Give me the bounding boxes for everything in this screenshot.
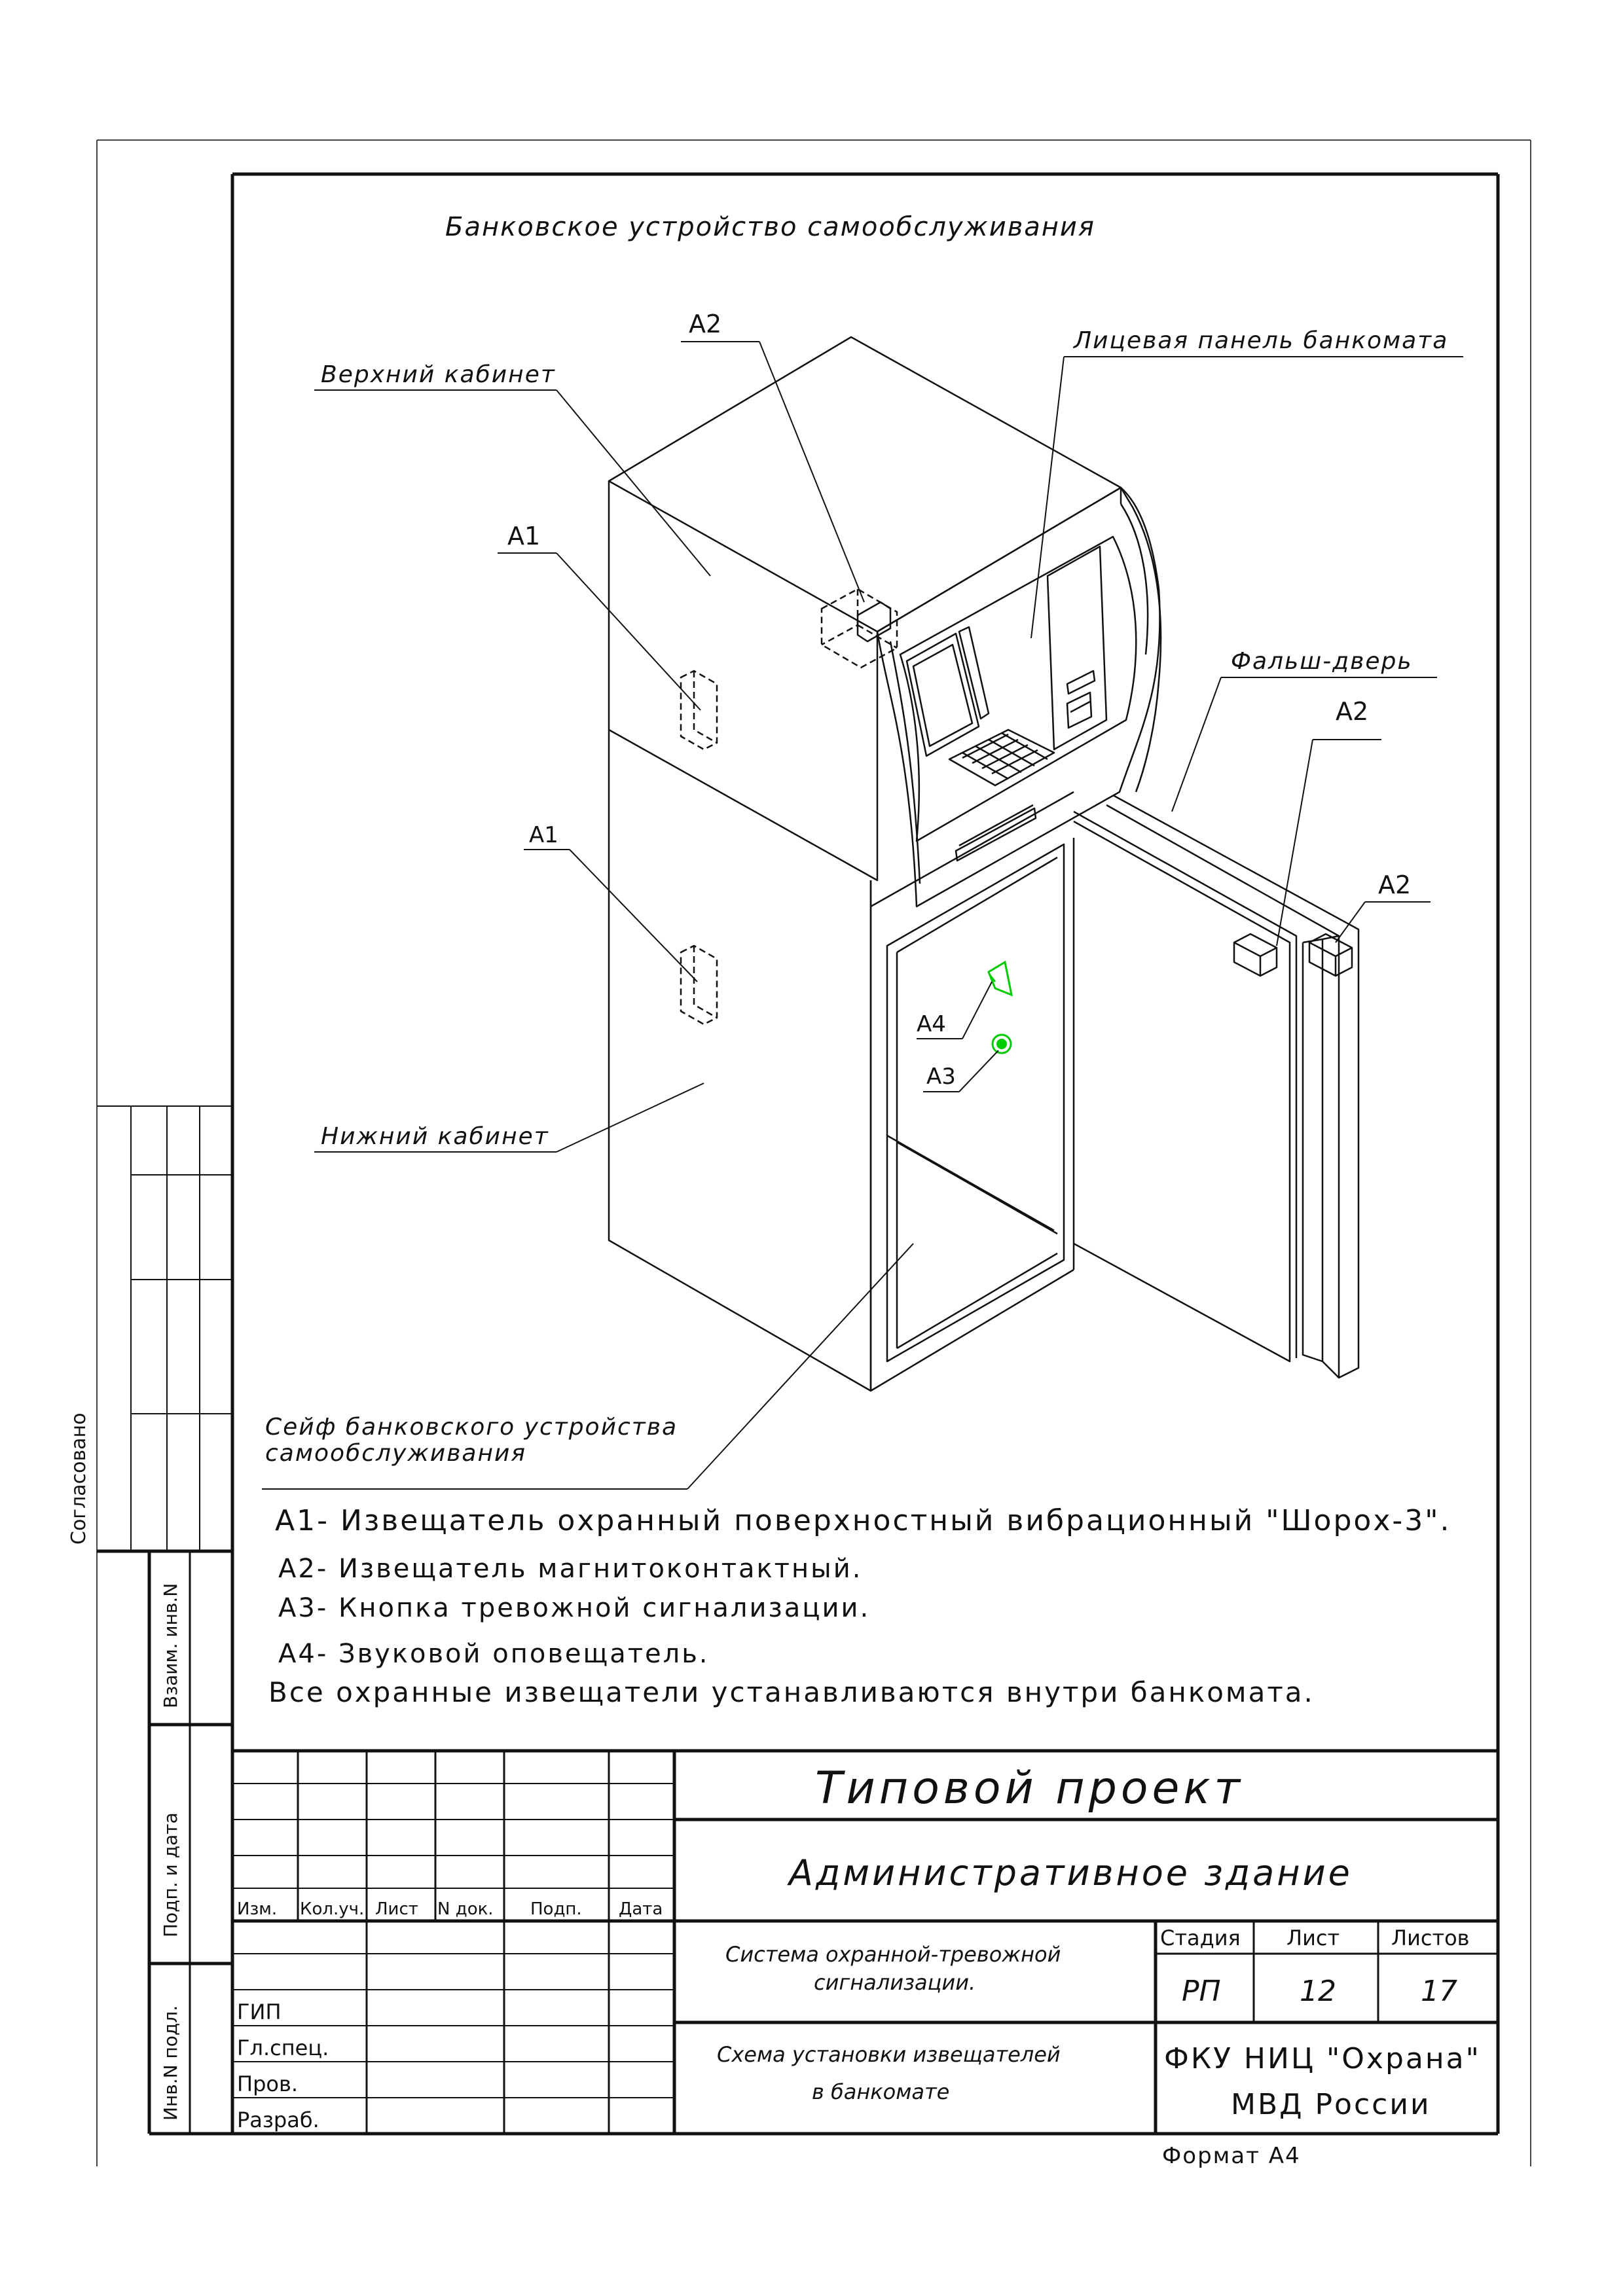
sheet-value: 12: [1300, 1975, 1336, 2008]
callout-a2-right2: A2: [1378, 870, 1412, 899]
callout-a1-top: A1: [507, 522, 541, 550]
legend-a1: A1- Извещатель охранный поверхностный вибрационный "Шорох-3".: [275, 1504, 1451, 1537]
stage-header: Стадия: [1160, 1926, 1241, 1950]
callout-safe-line1: Сейф банковского устройства: [265, 1414, 678, 1441]
a1-lower-sensor: [681, 946, 717, 1024]
project-title: Типовой проект: [815, 1763, 1245, 1814]
upper-cabinet-top: [609, 337, 1121, 632]
col-header-list: Лист: [375, 1899, 418, 1919]
atm-drawing: [609, 337, 1359, 1391]
col-header-izm: Изм.: [237, 1899, 278, 1919]
false-door: [1106, 795, 1359, 1378]
a2-door-sensor-1: [1234, 934, 1277, 976]
col-header-data: Дата: [619, 1899, 663, 1919]
upper-cabinet-front-face: [877, 488, 1121, 632]
org-line1: ФКУ НИЦ "Охрана": [1164, 2042, 1481, 2075]
drawing-title: Банковское устройство самообслуживания: [445, 212, 1095, 242]
callout-a4: A4: [917, 1011, 946, 1037]
callout-safe-line2: самообслуживания: [265, 1440, 527, 1467]
building-title: Административное здание: [789, 1852, 1353, 1893]
callout-a2-right1: A2: [1336, 697, 1369, 726]
lower-cabinet-left-face: [609, 730, 871, 1391]
legend-note: Все охранные извещатели устанавливаются внутри банкомата.: [268, 1676, 1315, 1708]
safe-door: [1074, 821, 1290, 1361]
safe-opening: [887, 844, 1064, 1361]
stage-value: РП: [1182, 1975, 1221, 2008]
role-prov: Пров.: [237, 2072, 298, 2096]
role-razrab: Разраб.: [237, 2108, 319, 2132]
role-gip: ГИП: [237, 2000, 282, 2024]
callout-a3: A3: [926, 1064, 956, 1090]
callout-lower-cabinet: Нижний кабинет: [321, 1123, 549, 1150]
inv-orig-label: Инв.N подл.: [160, 2005, 181, 2121]
col-header-ndok: N док.: [437, 1899, 494, 1919]
callout-a1-mid: A1: [529, 822, 558, 848]
a1-upper-sensor: [681, 671, 717, 749]
upper-cabinet-left-face: [609, 481, 877, 880]
org-line2: МВД России: [1231, 2088, 1431, 2121]
callout-front-panel: Лицевая панель банкомата: [1074, 327, 1449, 354]
a2-top-sensor: [822, 589, 897, 668]
callout-leaders: [262, 342, 1463, 1489]
card-reader: [1048, 547, 1106, 749]
atm-screen: [907, 634, 979, 756]
legend-a2: A2- Извещатель магнитоконтактный.: [278, 1554, 863, 1584]
atm-keypad: [949, 730, 1054, 785]
role-gl-spec: Гл.спец.: [237, 2036, 329, 2060]
col-header-kol: Кол.уч.: [300, 1899, 365, 1919]
legend-a4: A4- Звуковой оповещатель.: [278, 1639, 710, 1669]
a4-sounder-icon: [989, 962, 1012, 995]
format-label: Формат А4: [1162, 2143, 1301, 2169]
callout-a2-top: A2: [689, 310, 722, 338]
ref-inv-label: Взаим. инв.N: [160, 1583, 181, 1708]
cash-slot: [956, 808, 1036, 861]
callout-upper-cabinet: Верхний кабинет: [321, 361, 556, 388]
col-header-podp: Подп.: [530, 1899, 582, 1919]
lower-cabinet-front: [871, 880, 1074, 1391]
agreed-label: Согласовано: [67, 1412, 90, 1545]
system-line1: Система охранной-тревожной: [725, 1942, 1061, 1967]
callout-false-door: Фальш-дверь: [1231, 648, 1413, 675]
sheet-title-line2: в банкомате: [812, 2079, 950, 2104]
sheet-header: Лист: [1286, 1926, 1340, 1950]
system-line2: сигнализации.: [814, 1970, 976, 1995]
sheet-title-line1: Схема установки извещателей: [717, 2042, 1061, 2067]
sheets-value: 17: [1421, 1975, 1457, 2008]
legend-a3: A3- Кнопка тревожной сигнализации.: [278, 1593, 871, 1623]
a3-button-icon: [993, 1035, 1011, 1053]
sheets-header: Листов: [1391, 1926, 1470, 1950]
sign-date-label: Подп. и дата: [160, 1812, 181, 1937]
